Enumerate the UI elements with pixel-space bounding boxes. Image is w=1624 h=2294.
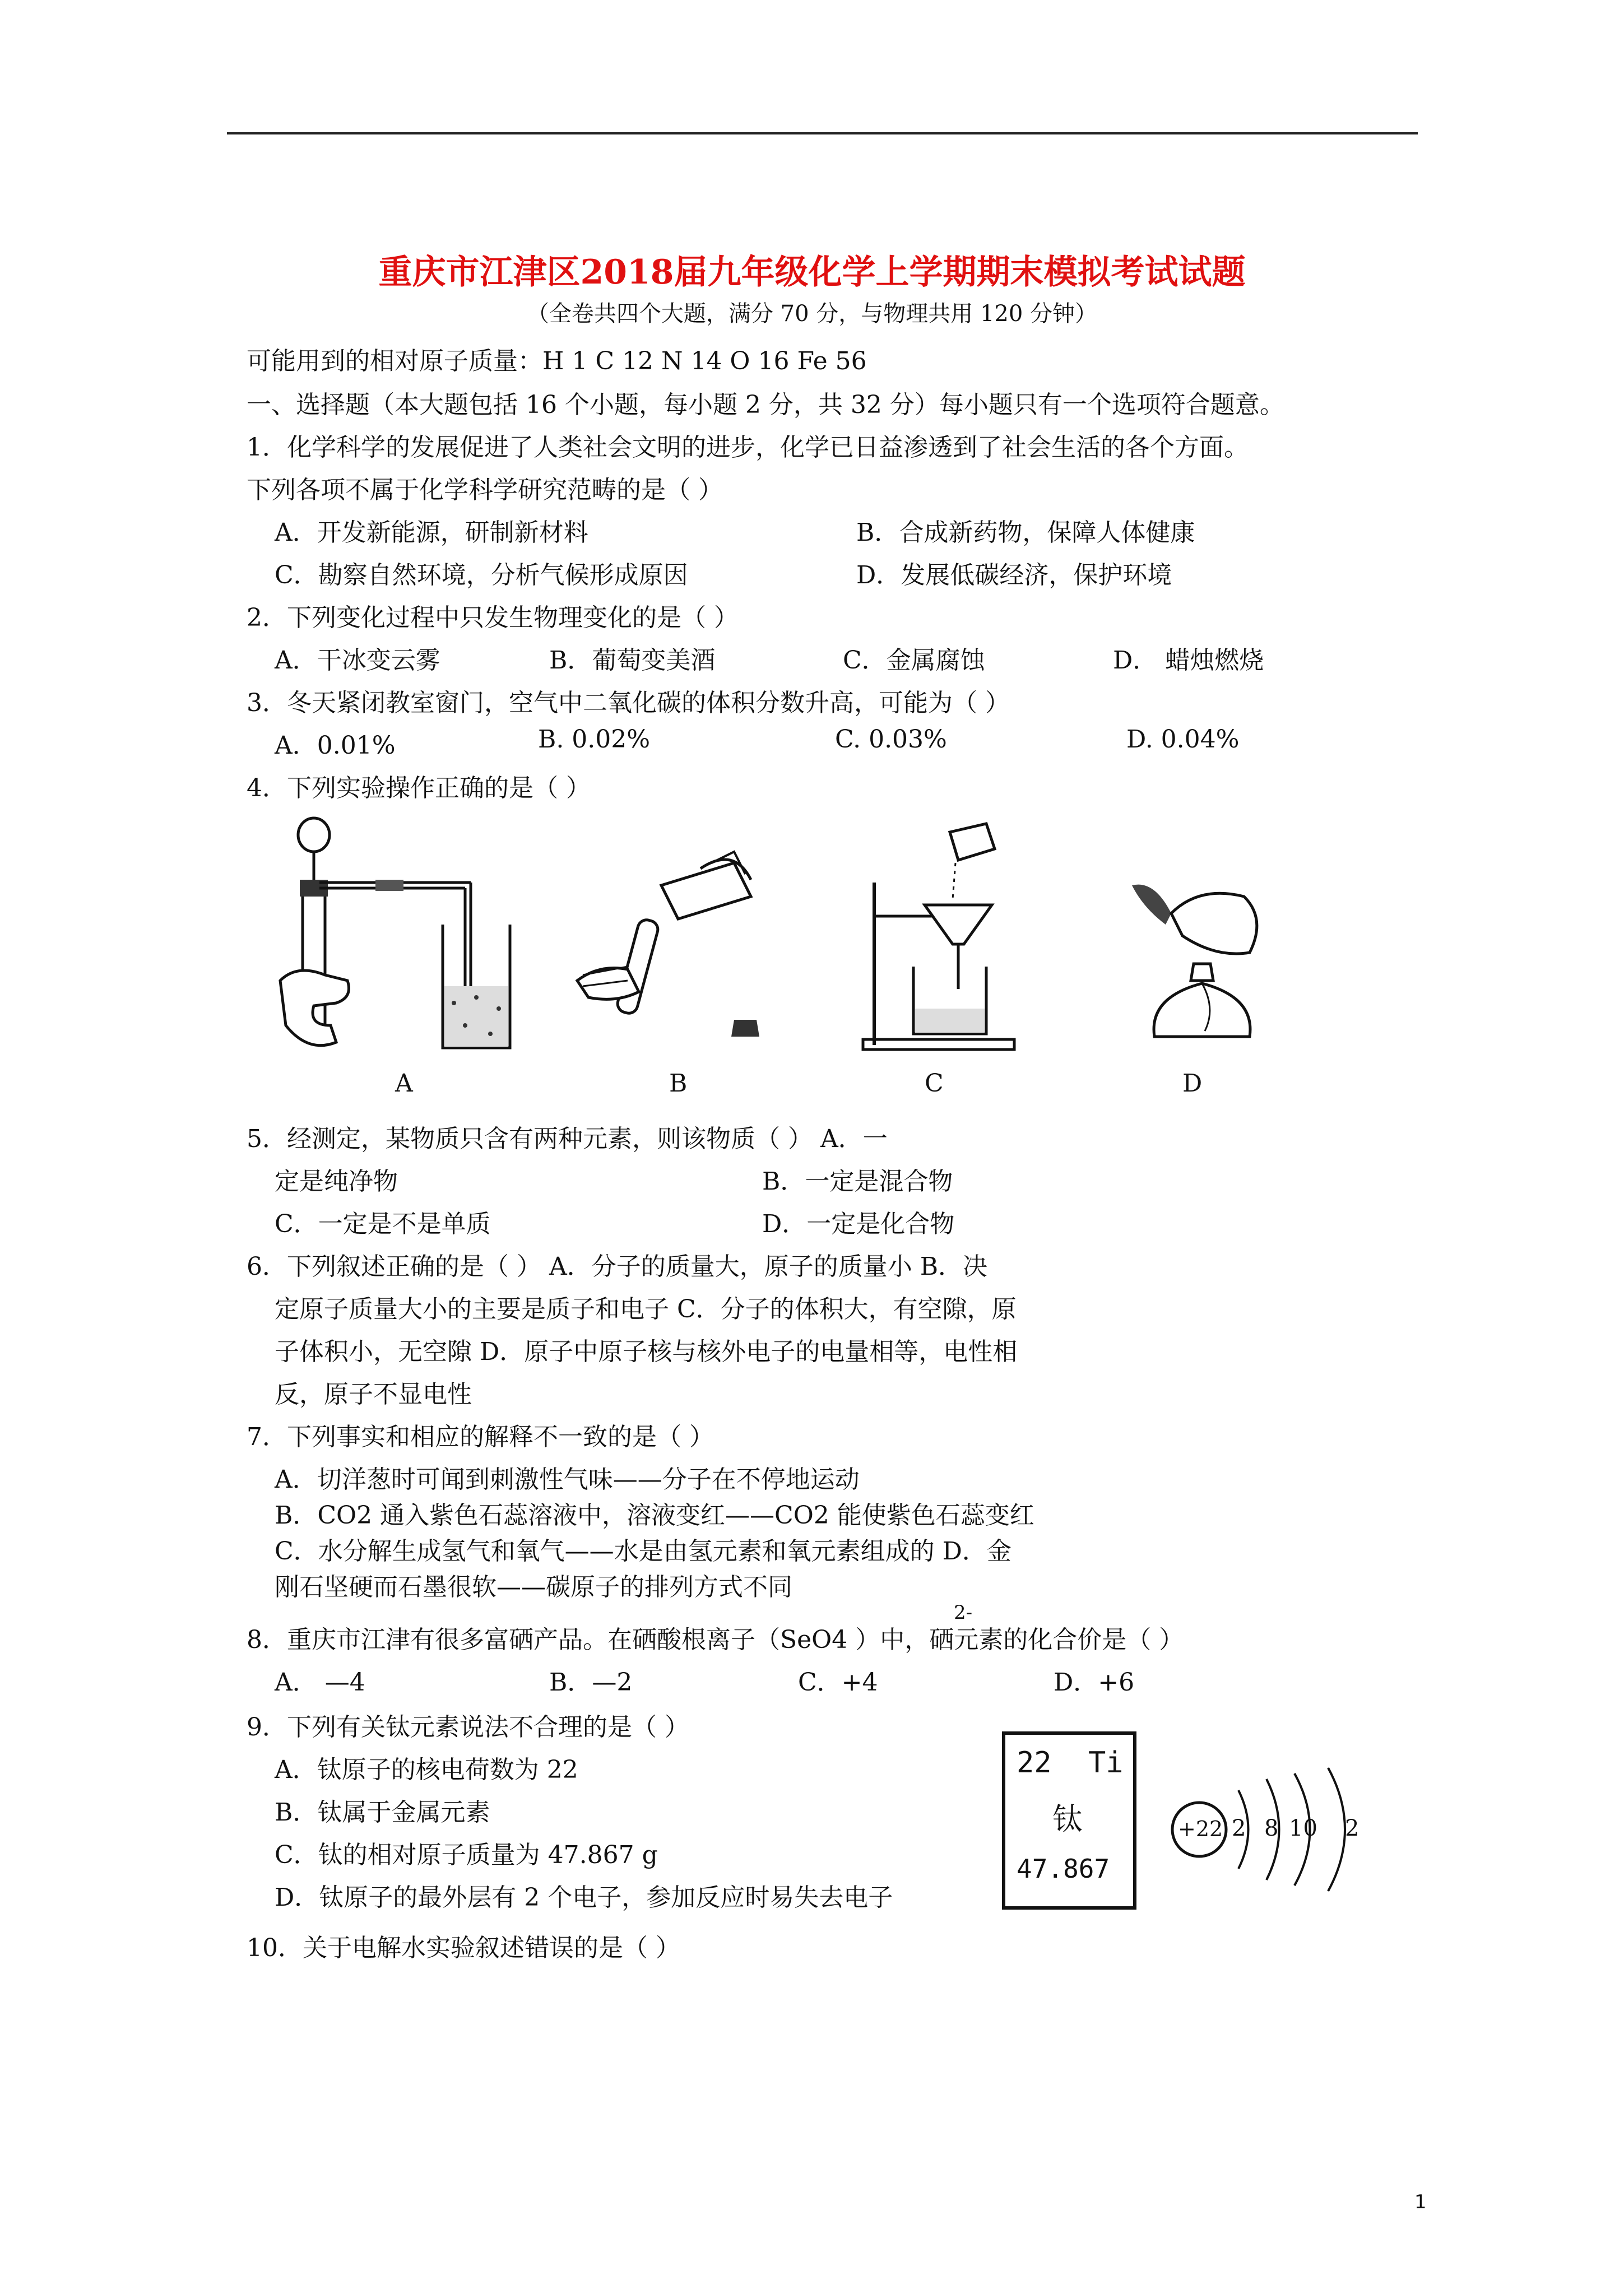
q3-option-d: D. 0.04% [1126, 725, 1240, 754]
titanium-element-card [1002, 1731, 1136, 1910]
figure-a-airtight-check [275, 812, 532, 1059]
q9-stem: 9．下列有关钛元素说法不合理的是（ ） [247, 1713, 689, 1742]
page-title: 重庆市江津区2018届九年级化学上学期期末模拟考试试题 [378, 253, 1246, 292]
q2-option-a: A．干冰变云雾 [275, 646, 440, 675]
q8-stem: 8．重庆市江津有很多富硒产品。在硒酸根离子（SeO4 ）中，硒元素的化合价是（ ） [247, 1626, 1184, 1654]
q9-option-b: B．钛属于金属元素 [275, 1798, 490, 1827]
page-subtitle: （全卷共四个大题，满分 70 分，与物理共用 120 分钟） [526, 301, 1098, 327]
q5-option-d: D．一定是化合物 [762, 1210, 955, 1238]
q7-option-b: B．CO2 通入紫色石蕊溶液中，溶液变红——CO2 能使紫色石蕊变红 [275, 1501, 1034, 1530]
titanium-atomic-structure [1166, 1759, 1379, 1894]
figure-b-label: B [669, 1069, 688, 1098]
q9-option-d: D．钛原子的最外层有 2 个电子，参加反应时易失去电子 [275, 1883, 893, 1912]
nucleus-charge: +22 [1178, 1817, 1223, 1841]
q8-option-d: D．+6 [1054, 1668, 1135, 1697]
q4-stem: 4．下列实验操作正确的是（ ） [247, 774, 591, 802]
q3-option-a: A．0.01% [275, 731, 396, 760]
q7-stem: 7．下列事实和相应的解释不一致的是（ ） [247, 1423, 714, 1451]
q2-stem: 2．下列变化过程中只发生物理变化的是（ ） [247, 603, 739, 632]
q5-option-c: C．一定是不是单质 [275, 1210, 491, 1238]
page-number: 1 [1414, 2191, 1427, 2213]
q1-option-a: A．开发新能源，研制新材料 [275, 518, 588, 547]
section-heading: 一、选择题（本大题包括 16 个小题，每小题 2 分，共 32 分）每小题只有一个选项符合题意。 [247, 391, 1284, 419]
figure-c-label: C [925, 1069, 944, 1098]
q1-stem: 1．化学科学的发展促进了人类社会文明的进步，化学已日益渗透到了社会生活的各个方面。 [247, 433, 1249, 462]
q6-line-4: 反，原子不显电性 [275, 1380, 472, 1409]
shell-4-electrons: 2 [1345, 1815, 1359, 1841]
figure-b-pouring-liquid [566, 835, 790, 1048]
q8-option-b: B．—2 [549, 1668, 633, 1697]
shell-1-electrons: 2 [1232, 1815, 1246, 1841]
q6-line-2: 定原子质量大小的主要是质子和电子 C．分子的体积大，有空隙，原 [275, 1295, 1017, 1324]
q5-option-b: B．一定是混合物 [762, 1167, 953, 1196]
card-symbol: Ti [1088, 1746, 1124, 1780]
q8-ion-charge: 2- [954, 1601, 973, 1624]
q3-option-c: C. 0.03% [835, 725, 947, 754]
atomic-mass-line: 可能用到的相对原子质量：H 1 C 12 N 14 O 16 Fe 56 [247, 347, 867, 375]
q2-option-c: C．金属腐蚀 [843, 646, 985, 675]
q9-option-c: C．钛的相对原子质量为 47.867 g [275, 1841, 658, 1869]
q2-option-d: D． 蜡烛燃烧 [1113, 646, 1264, 675]
shell-2-electrons: 8 [1264, 1815, 1279, 1841]
figure-d-alcohol-lamp [1132, 874, 1278, 1053]
card-element-name: 钛 [1052, 1801, 1083, 1837]
q3-stem: 3．冬天紧闭教室窗门，空气中二氧化碳的体积分数升高，可能为（ ） [247, 689, 1010, 717]
q8-option-c: C．+4 [798, 1668, 878, 1697]
q1-option-d: D．发展低碳经济，保护环境 [856, 561, 1172, 589]
q7-option-c: C．水分解生成氢气和氧气——水是由氢元素和氧元素组成的 D．金 [275, 1537, 1011, 1566]
figure-a-label: A [395, 1069, 413, 1098]
q1-option-b: B．合成新药物，保障人体健康 [856, 518, 1195, 547]
q6-line-3: 子体积小，无空隙 D．原子中原子核与核外电子的电量相等，电性相 [275, 1338, 1018, 1366]
q7-option-c-cont: 刚石坚硬而石墨很软——碳原子的排列方式不同 [275, 1573, 792, 1601]
q7-option-a: A．切洋葱时可闻到刺激性气味——分子在不停地运动 [275, 1465, 860, 1494]
q9-option-a: A．钛原子的核电荷数为 22 [275, 1756, 578, 1784]
q2-option-b: B．葡萄变美酒 [549, 646, 716, 675]
figure-d-label: D [1182, 1069, 1203, 1098]
q1-stem-2: 下列各项不属于化学科学研究范畴的是（ ） [247, 476, 723, 504]
q6-line-1: 6．下列叙述正确的是（ ） A．分子的质量大，原子的质量小 B．决 [247, 1252, 988, 1281]
q10-stem: 10．关于电解水实验叙述错误的是（ ） [247, 1934, 680, 1962]
q5-stem: 5．经测定，某物质只含有两种元素，则该物质（ ） A．一 [247, 1125, 888, 1153]
q5-option-a-cont: 定是纯净物 [275, 1167, 398, 1196]
card-atomic-mass: 47.867 [1017, 1854, 1110, 1884]
q8-option-a: A． —4 [275, 1668, 365, 1697]
header-rule [227, 132, 1418, 134]
q3-option-b: B. 0.02% [538, 725, 651, 754]
figure-c-filtration [852, 821, 1031, 1062]
card-atomic-number: 22 [1017, 1746, 1052, 1780]
q1-option-c: C．勘察自然环境，分析气候形成原因 [275, 561, 688, 589]
shell-3-electrons: 10 [1289, 1815, 1317, 1841]
